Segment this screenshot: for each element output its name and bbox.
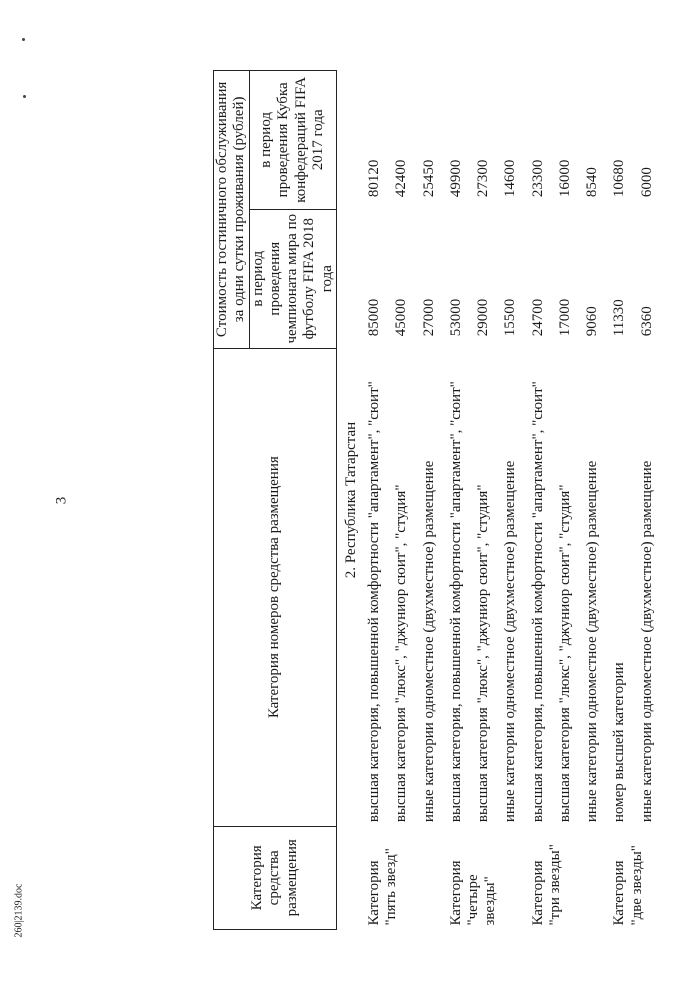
scan-speck (23, 95, 26, 98)
page-number: 3 (53, 496, 70, 505)
price-world-cup: 24700 (529, 298, 546, 337)
room-category: иные категории одноместное (двухместное) размещение (584, 460, 600, 823)
room-category: иные категории одноместное (двухместное) размещение (502, 460, 519, 823)
scan-speck (22, 38, 25, 41)
rotated-table-container (213, 70, 655, 930)
price-world-cup: 6360 (638, 306, 655, 337)
price-confed-cup: 14600 (502, 159, 519, 198)
room-category: иные категории одноместное (двухместное) размещение (420, 460, 437, 823)
table-row (528, 71, 555, 930)
table-row (609, 71, 636, 930)
table-row (555, 71, 582, 930)
hotel-category: Категория "две звезды" (611, 845, 645, 926)
table-row (473, 71, 500, 930)
price-world-cup: 85000 (366, 298, 382, 337)
header-category: Категория средства размещения (214, 826, 337, 929)
table-row (446, 71, 473, 930)
price-world-cup: 45000 (393, 298, 410, 337)
table-row (419, 71, 446, 930)
hotel-category: Категория "четыре звезды" (447, 860, 499, 926)
room-category: иные категории одноместное (двухместное) размещение (638, 460, 655, 823)
room-category: высшая категория "люкс", "джуниор сюит", "студия" (475, 484, 491, 823)
price-confed-cup: 27300 (475, 159, 491, 198)
price-world-cup: 17000 (556, 298, 573, 337)
room-category: высшая категория, повышенной комфортности "апартамент", "сюит" (366, 381, 382, 823)
hotel-category: Категория "пять звезд" (366, 848, 400, 926)
room-category: номер высшей категории (611, 662, 628, 823)
room-category: высшая категория "люкс", "джуниор сюит", "студия" (556, 484, 573, 823)
price-confed-cup: 10680 (611, 159, 628, 198)
price-confed-cup: 23300 (529, 159, 546, 198)
price-world-cup: 29000 (475, 298, 491, 337)
price-confed-cup: 42400 (393, 159, 410, 198)
table-row (637, 71, 664, 930)
header-room-category: Категория номеров средства размещения (214, 348, 337, 826)
price-confed-cup: 80120 (366, 159, 382, 198)
hotel-category: Категория "три звезды" (529, 844, 563, 926)
price-confed-cup: 6000 (638, 167, 655, 198)
footer-filename: 260|2139.doc (13, 883, 25, 938)
price-world-cup: 27000 (420, 298, 437, 337)
room-category: высшая категория, повышенной комфортности "апартамент", "сюит" (529, 381, 546, 823)
table-row (391, 71, 418, 930)
room-category: высшая категория, повышенной комфортности "апартамент", "сюит" (447, 381, 464, 823)
price-world-cup: 53000 (447, 298, 464, 337)
hotel-price-table (213, 70, 664, 930)
price-confed-cup: 8540 (584, 167, 600, 198)
price-world-cup: 11330 (611, 299, 628, 337)
region-title: 2. Республика Татарстан (342, 421, 359, 579)
table-row (364, 71, 391, 930)
header-period-world-cup: в период проведения чемпионата мира по футболу FIFA 2018 года (249, 209, 336, 348)
price-world-cup: 15500 (502, 298, 519, 337)
header-cost: Стоимость гостиничного обслуживания за одни сутки проживания (рублей) (214, 71, 250, 349)
table-row (500, 71, 527, 930)
price-confed-cup: 49900 (447, 159, 464, 198)
price-confed-cup: 16000 (556, 159, 573, 198)
room-category: высшая категория "люкс", "джуниор сюит", "студия" (393, 484, 410, 823)
price-confed-cup: 25450 (420, 159, 437, 198)
table-row (582, 71, 609, 930)
header-period-confed-cup: в период проведения Кубка конфедераций FIFA 2017 года (249, 71, 336, 210)
price-world-cup: 9060 (584, 306, 600, 337)
